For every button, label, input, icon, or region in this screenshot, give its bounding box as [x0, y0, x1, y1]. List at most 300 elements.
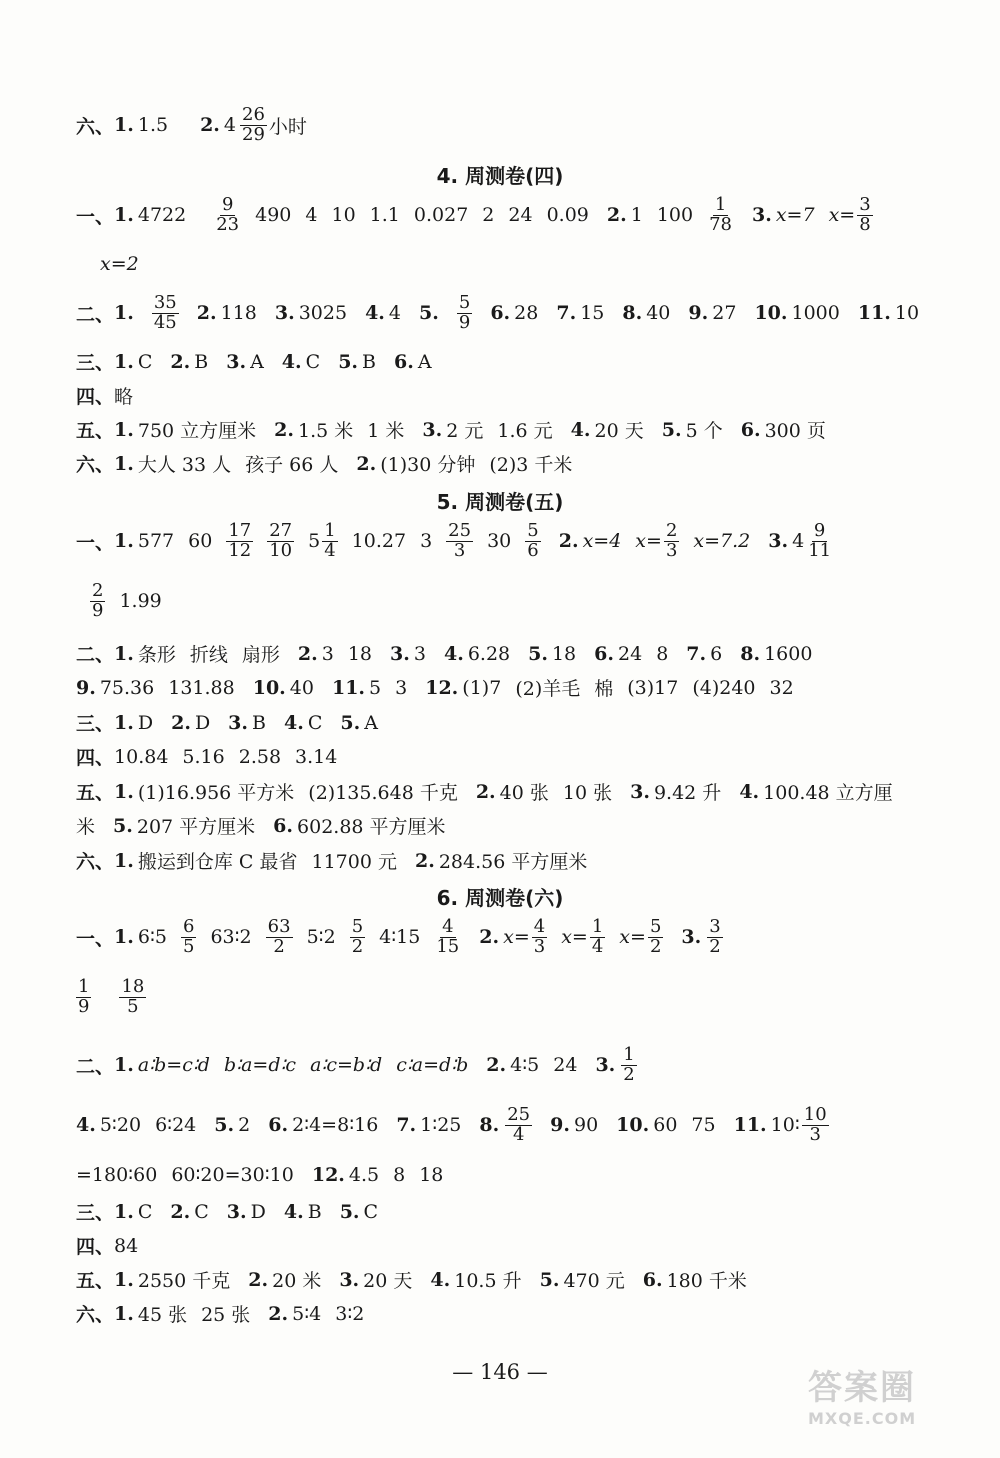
- item-number: 2.: [297, 642, 318, 665]
- answer: 90: [573, 1114, 599, 1137]
- section-label: 一、: [76, 531, 115, 554]
- answer: x=7.2: [693, 530, 751, 553]
- section-title-5: 5. 周测卷(五): [436, 490, 564, 514]
- answer: 折线: [189, 644, 228, 666]
- item-number: 1.: [114, 302, 134, 325]
- answer: a∶c=b∶d: [310, 1054, 383, 1077]
- answer: 84: [114, 1234, 139, 1257]
- answer: 60∶20=30∶10: [171, 1164, 294, 1186]
- item-number: 5.: [339, 1200, 360, 1223]
- item-number: 2.: [170, 1200, 191, 1223]
- answer: 5∶4: [292, 1302, 322, 1325]
- item-number: 2.: [196, 302, 217, 325]
- item-number: 3.: [274, 302, 295, 325]
- answer: C: [137, 1200, 153, 1223]
- fraction: $\frac{10}{3}$: [803, 1104, 827, 1145]
- item-number: 7.: [396, 1114, 417, 1137]
- fraction: $\frac{1}{2}$: [623, 1044, 635, 1085]
- answer: a∶b=c∶d: [137, 1054, 210, 1077]
- answer: 4: [305, 204, 318, 227]
- answer: (4)240: [692, 676, 756, 699]
- item-number: 9.: [688, 302, 709, 325]
- item-number: 5.: [528, 642, 548, 665]
- item-number: 3.: [752, 204, 772, 227]
- s5-line-4: [76, 674, 940, 701]
- answer: 8: [656, 642, 669, 665]
- item-number: 5.: [214, 1114, 235, 1137]
- answer: 3: [413, 642, 426, 665]
- s5-line-3: [76, 640, 940, 667]
- page-number: — 146 —: [452, 1360, 548, 1384]
- section-label: 三、: [76, 1202, 115, 1224]
- item-number: 2.: [248, 1268, 269, 1291]
- item-number: 3.: [630, 780, 650, 803]
- item-number: 1.: [114, 780, 134, 803]
- s5-line-2: [90, 582, 940, 621]
- answer: 1000: [791, 302, 840, 325]
- answer: 750 立方厘米: [137, 420, 257, 442]
- item-number: 1.: [114, 1302, 134, 1325]
- answer: 60: [188, 530, 213, 553]
- answer: (2)3 千米: [489, 454, 573, 476]
- section-label: 一、: [76, 927, 115, 950]
- answer: 15: [580, 302, 605, 325]
- fraction: $\frac{5}{2}$: [649, 916, 662, 957]
- answer: 100: [656, 204, 694, 227]
- fraction: $\frac{1}{4}$: [324, 520, 336, 561]
- fraction: $\frac{2}{3}$: [665, 520, 678, 561]
- fraction: $\frac{5}{9}$: [458, 292, 471, 333]
- fraction: $\frac{9}{11}$: [808, 520, 832, 561]
- answer: 略: [114, 386, 134, 408]
- answer: (1)16.956 平方米: [137, 782, 295, 804]
- answer: 30: [487, 530, 512, 553]
- answer: 4: [223, 114, 237, 137]
- item-number: 1.: [114, 711, 134, 734]
- answer: 24: [618, 642, 643, 665]
- section-label: 四、: [76, 747, 115, 769]
- item-number: 6.: [268, 1114, 289, 1137]
- answer: 3: [321, 642, 334, 665]
- item-number: 4.: [739, 780, 760, 803]
- fraction: $\frac{5}{2}$: [351, 916, 364, 957]
- answer: 602.88 平方厘米: [297, 816, 446, 838]
- item-number: 1.: [114, 350, 134, 373]
- answer: 2: [482, 204, 495, 227]
- s5-line-1: [76, 522, 940, 561]
- section-label: 六、: [76, 454, 115, 476]
- item-number: 3.: [390, 642, 410, 665]
- answer: x=4: [582, 530, 622, 553]
- fraction: $\frac{35}{45}$: [153, 292, 177, 333]
- s6-line-1: [76, 918, 940, 957]
- answer: 10.84: [114, 745, 169, 768]
- answer: 6: [710, 642, 723, 665]
- answer: 18: [347, 642, 373, 665]
- item-number: 4.: [443, 642, 464, 665]
- section-label: 六、: [76, 851, 115, 873]
- answer: 0.09: [546, 204, 589, 227]
- answer: 10∶: [770, 1114, 800, 1137]
- answer: 1.1: [369, 204, 400, 227]
- answer: 10: [331, 204, 356, 227]
- item-number: 8.: [740, 642, 761, 665]
- section-title-4: 4. 周测卷(四): [436, 164, 564, 188]
- item-number: 3.: [422, 418, 443, 441]
- answer: 490: [255, 204, 292, 227]
- answer: (2)135.648 千克: [308, 782, 458, 804]
- section-label: 六、: [76, 1304, 115, 1326]
- unit: 小时: [268, 115, 307, 138]
- answer: 1.99: [119, 590, 162, 613]
- item-number: 1.: [114, 1054, 134, 1077]
- answer: 9.42 升: [653, 782, 722, 804]
- section-label: 三、: [76, 713, 115, 735]
- answer: B: [194, 350, 209, 373]
- answer: 207 平方厘米: [136, 816, 256, 838]
- answer: 20 天: [363, 1270, 413, 1292]
- fraction: $\frac{17}{12}$: [228, 520, 252, 561]
- answer: B: [362, 350, 376, 373]
- answer: 100.48 立方厘: [763, 782, 893, 804]
- item-number: 7.: [686, 642, 707, 665]
- fraction: $\frac{63}{2}$: [267, 916, 291, 957]
- item-number: 2.: [558, 530, 579, 553]
- watermark-logo: [808, 1360, 978, 1440]
- item-number: 1.: [114, 452, 134, 475]
- s4-line-3: [76, 294, 940, 333]
- item-number: 12.: [425, 676, 459, 699]
- answer: 10: [894, 302, 920, 325]
- answer: 大人 33 人: [137, 454, 232, 476]
- s5-line-5: [76, 709, 940, 736]
- answer: C: [305, 350, 321, 373]
- item-number: 5.: [539, 1268, 560, 1291]
- answer: x=: [635, 530, 662, 553]
- answer: 25 张: [201, 1304, 251, 1326]
- answer: 284.56 平方厘米: [438, 851, 588, 873]
- answer: x=: [828, 204, 856, 227]
- answer: 6.28: [467, 642, 511, 665]
- item-number: 11.: [857, 302, 891, 325]
- answer: C: [363, 1200, 379, 1223]
- answer: 1.5 米: [298, 420, 354, 442]
- s5-line-9: [76, 847, 940, 874]
- answer: 300 页: [764, 420, 826, 442]
- item-number: 9.: [76, 676, 96, 699]
- fraction: $\frac{9}{23}$: [216, 194, 240, 235]
- answer: 577: [137, 530, 175, 553]
- item-number: 5.: [661, 418, 682, 441]
- s6-line-7: [76, 1232, 940, 1259]
- watermark-url: MXQE.COM: [808, 1409, 917, 1428]
- answer: 18: [419, 1164, 444, 1186]
- answer: 20 天: [594, 420, 644, 442]
- answer: 4722: [137, 204, 187, 227]
- fraction: $\frac{25}{3}$: [448, 520, 472, 561]
- answer: (1)7: [462, 676, 502, 699]
- item-number: 8.: [622, 302, 643, 325]
- item-number: 10.: [754, 302, 788, 325]
- answer: 1.6 元: [497, 420, 553, 442]
- item-number: 3.: [681, 926, 702, 949]
- s6-line-2: [76, 978, 940, 1017]
- answer: 5∶20: [99, 1114, 142, 1137]
- item-number: 8.: [479, 1114, 500, 1137]
- item-number: 3.: [226, 1200, 247, 1223]
- answer: 4∶15: [379, 926, 421, 949]
- answer: 10.5 升: [454, 1270, 522, 1292]
- answer: x=: [561, 926, 588, 949]
- section-label: 五、: [76, 1270, 115, 1292]
- section-label: 四、: [76, 386, 115, 408]
- s6-line-8: [76, 1266, 940, 1293]
- s6-line-9: [76, 1300, 940, 1327]
- answer: 63∶2: [210, 926, 252, 949]
- answer: 3.14: [295, 745, 338, 768]
- item-number: 7.: [556, 302, 577, 325]
- top-line: [76, 106, 940, 145]
- answer: 1.5: [137, 114, 169, 137]
- answer: 4.5: [348, 1164, 380, 1186]
- section-label: 五、: [76, 420, 115, 442]
- answer: 扇形: [241, 644, 280, 666]
- fraction: $\frac{5}{6}$: [527, 520, 539, 561]
- item-number: 3.: [226, 350, 247, 373]
- item-number: 2.: [414, 849, 435, 872]
- answer: 75.36: [99, 676, 155, 699]
- item-number: 6.: [273, 814, 294, 837]
- answer: B: [307, 1200, 322, 1223]
- answer: x=: [503, 926, 530, 949]
- answer: 470 元: [563, 1270, 625, 1292]
- item-number: 4.: [283, 1200, 304, 1223]
- answer: (3)17: [627, 676, 679, 699]
- answer: c∶a=d∶b: [396, 1054, 469, 1077]
- answer: 1 米: [367, 420, 405, 442]
- answer: 1: [630, 204, 643, 227]
- item-number: 6.: [594, 642, 614, 665]
- answer: x=: [619, 926, 646, 949]
- item-number: 2.: [606, 204, 627, 227]
- answer: A: [417, 350, 432, 373]
- answer: 条形: [137, 644, 176, 666]
- item-number: 5.: [419, 302, 439, 325]
- item-number: 11.: [733, 1114, 767, 1137]
- answer: 2: [238, 1114, 251, 1137]
- item-number: 4.: [283, 711, 304, 734]
- item-number: 11.: [331, 676, 366, 699]
- item-number: 1.: [114, 418, 134, 441]
- section-label: 四、: [76, 1236, 115, 1258]
- section-label: 一、: [76, 205, 115, 228]
- answer: 60: [653, 1114, 678, 1137]
- item-number: 1.: [114, 530, 134, 553]
- s4-line-6: [76, 416, 940, 443]
- answer: 24: [553, 1054, 578, 1077]
- fraction: $\frac{6}{5}$: [182, 916, 195, 957]
- s5-line-6: [76, 743, 940, 770]
- s4-line-1: [76, 196, 940, 235]
- answer: b∶a=d∶c: [223, 1054, 297, 1077]
- answer: 3∶2: [335, 1302, 365, 1325]
- answer: 24: [508, 204, 533, 227]
- answer: 10 张: [562, 782, 613, 804]
- item-number: 4.: [430, 1268, 451, 1291]
- answer: 10.27: [351, 530, 407, 553]
- fraction: $\frac{3}{8}$: [859, 194, 871, 235]
- item-number: 2.: [274, 418, 295, 441]
- item-number: 6.: [740, 418, 761, 441]
- item-number: 4.: [76, 1114, 96, 1137]
- answer: 11700 元: [311, 851, 397, 873]
- s6-line-4: [76, 1106, 940, 1145]
- answer: (2)羊毛: [515, 678, 581, 700]
- answer: A: [364, 711, 378, 734]
- item-number: 4.: [570, 418, 591, 441]
- item-number: 6.: [394, 350, 414, 373]
- item-number: 3.: [768, 530, 789, 553]
- answer: 4: [792, 530, 805, 553]
- item-number: 10.: [616, 1114, 650, 1137]
- item-number: 1.: [114, 1268, 134, 1291]
- answer: 3: [395, 676, 408, 699]
- item-number: 12.: [311, 1164, 345, 1186]
- item-number: 2.: [479, 926, 500, 949]
- answer: 3025: [298, 302, 348, 325]
- answer: 1∶25: [420, 1114, 462, 1137]
- item-number: 5.: [340, 711, 361, 734]
- answer: 6∶5: [137, 926, 167, 949]
- answer: x=7: [775, 204, 815, 227]
- answer: D: [194, 711, 211, 734]
- item-number: 2.: [200, 114, 220, 137]
- s4-line-5: [76, 382, 940, 409]
- fraction: $\frac{4}{15}$: [436, 916, 460, 957]
- item-number: 4.: [281, 350, 302, 373]
- answer: (1)30 分钟: [380, 454, 476, 476]
- item-number: 2.: [171, 711, 191, 734]
- section-title-6: 6. 周测卷(六): [436, 886, 564, 910]
- item-number: 10.: [252, 676, 286, 699]
- item-number: 2.: [356, 452, 377, 475]
- answer: 2 元: [446, 420, 484, 442]
- answer: C: [137, 350, 153, 373]
- answer: D: [250, 1200, 266, 1223]
- s6-line-5: [76, 1164, 940, 1186]
- item-number: 2.: [486, 1054, 507, 1077]
- fraction: $\frac{1}{9}$: [78, 976, 90, 1017]
- item-number: 5.: [113, 814, 133, 837]
- item-number: 3.: [595, 1054, 616, 1077]
- answer: 2550 千克: [137, 1270, 231, 1292]
- answer: 40 张: [499, 782, 549, 804]
- answer: =180∶60: [76, 1164, 158, 1186]
- answer: 5 个: [685, 420, 723, 442]
- item-number: 5.: [338, 350, 359, 373]
- answer: 棉: [594, 678, 614, 700]
- fraction: $\frac{2}{9}$: [92, 580, 104, 621]
- item-number: 1.: [114, 204, 134, 227]
- fraction: $\frac{1}{78}$: [709, 194, 732, 235]
- s6-line-6: [76, 1198, 940, 1225]
- answer: 131.88: [168, 676, 235, 699]
- answer: 40: [646, 302, 671, 325]
- fraction: $\frac{4}{3}$: [533, 916, 546, 957]
- answer: A: [250, 350, 264, 373]
- fraction: $\frac{26}{29}$: [242, 104, 265, 145]
- section-label: 三、: [76, 352, 115, 374]
- answer: 5: [308, 530, 321, 553]
- answer: 4: [388, 302, 402, 325]
- answer: 1600: [764, 642, 813, 665]
- answer: x=2: [100, 253, 139, 275]
- answer: 180 千米: [666, 1270, 747, 1292]
- answer: 27: [712, 302, 737, 325]
- answer: 8: [393, 1164, 406, 1186]
- item-number: 4.: [365, 302, 385, 325]
- fraction: $\frac{25}{4}$: [507, 1104, 531, 1145]
- answer: 18: [551, 642, 577, 665]
- s5-line-8: [76, 812, 940, 839]
- fraction: $\frac{18}{5}$: [121, 976, 145, 1017]
- item-number: 1.: [114, 926, 134, 949]
- section-label: 二、: [76, 644, 115, 666]
- answer: D: [137, 711, 154, 734]
- s5-line-7: [76, 778, 940, 805]
- s4-line-4: [76, 348, 940, 375]
- answer: 搬运到仓库 C 最省: [137, 851, 298, 873]
- answer: 20 米: [272, 1270, 322, 1292]
- item-number: 1.: [114, 642, 134, 665]
- item-number: 2.: [475, 780, 496, 803]
- item-number: 9.: [550, 1114, 570, 1137]
- answer: 5.16: [182, 745, 225, 768]
- item-number: 1.: [114, 114, 134, 137]
- answer: 75: [691, 1114, 716, 1137]
- answer: C: [307, 711, 323, 734]
- item-number: 3.: [228, 711, 249, 734]
- item-number: 6.: [642, 1268, 663, 1291]
- answer: 2∶4=8∶16: [292, 1114, 379, 1137]
- answer: 40: [289, 676, 314, 699]
- item-number: 6.: [490, 302, 511, 325]
- answer: 2.58: [238, 745, 282, 768]
- answer: 孩子 66 人: [245, 454, 339, 476]
- section-label: 五、: [76, 782, 115, 804]
- fraction: $\frac{1}{4}$: [591, 916, 604, 957]
- s4-line-2: [100, 253, 940, 275]
- item-number: 1.: [114, 849, 134, 872]
- item-number: 2.: [268, 1302, 289, 1325]
- answer: C: [194, 1200, 209, 1223]
- answer: 32: [769, 676, 794, 699]
- item-number: 3.: [339, 1268, 360, 1291]
- answer: 米: [76, 816, 96, 838]
- answer: 6∶24: [155, 1114, 197, 1137]
- item-number: 1.: [114, 1200, 134, 1223]
- fraction: $\frac{3}{2}$: [709, 916, 721, 957]
- answer: 118: [220, 302, 257, 325]
- section-label: 二、: [76, 303, 115, 326]
- answer: 4∶5: [510, 1054, 540, 1077]
- fraction: $\frac{27}{10}$: [269, 520, 293, 561]
- s6-line-3: [76, 1046, 940, 1085]
- section-label: 六、: [76, 115, 115, 138]
- s4-line-7: [76, 450, 940, 477]
- watermark-text: 答案圈: [808, 1368, 916, 1408]
- answer: 45 张: [137, 1304, 188, 1326]
